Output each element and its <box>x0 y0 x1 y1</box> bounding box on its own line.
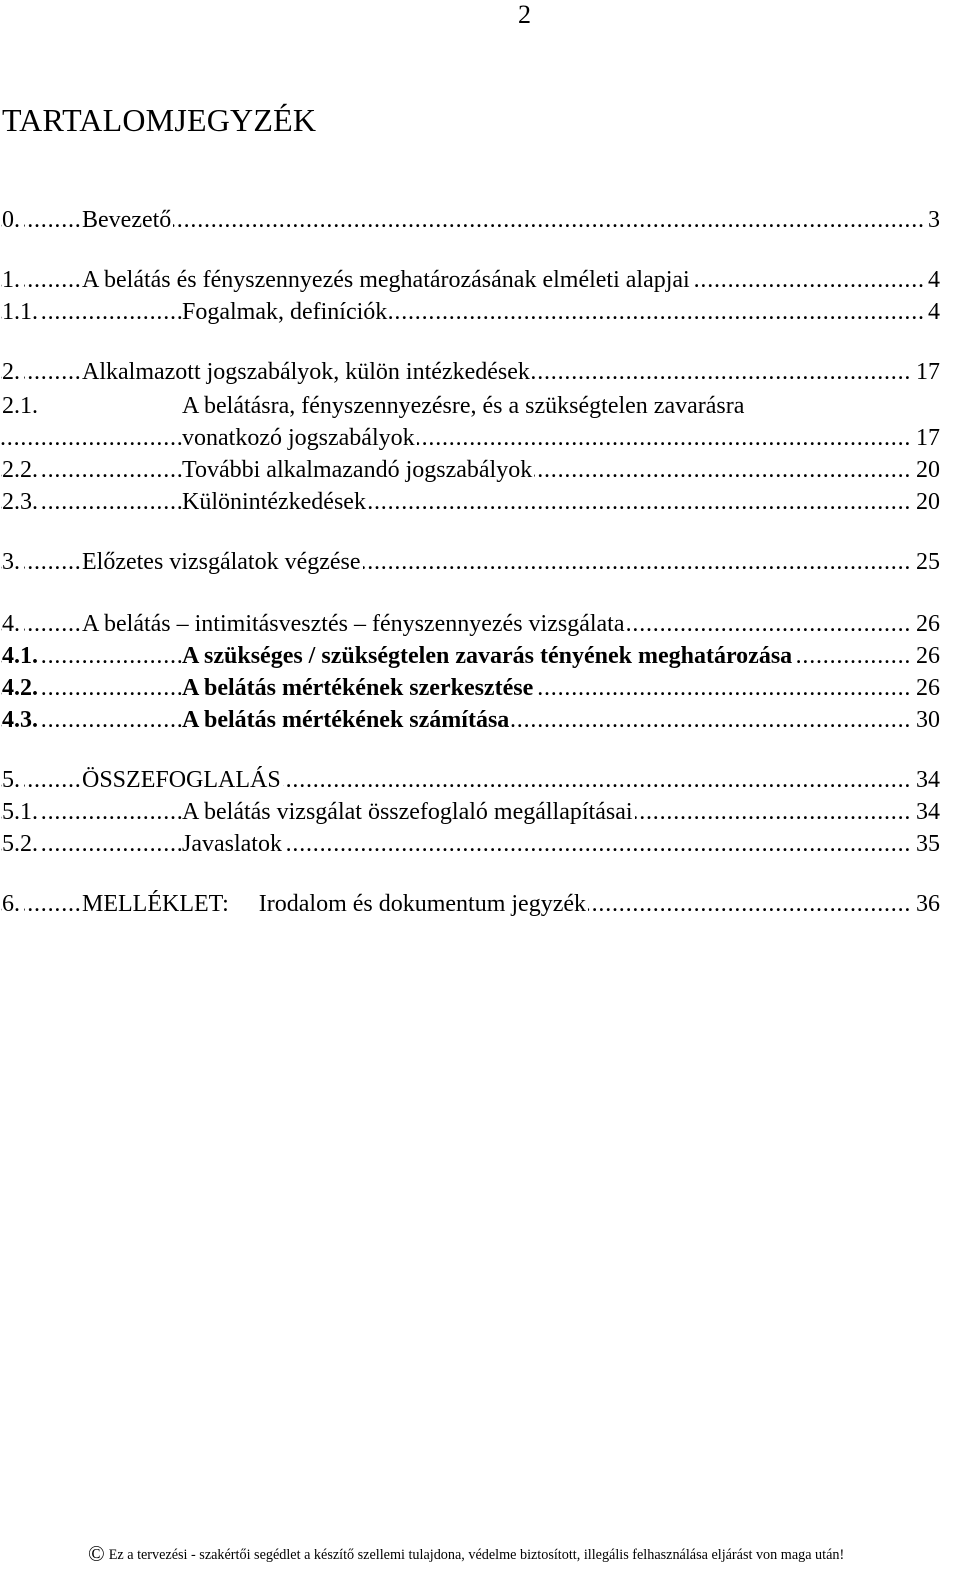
copyright-icon: © <box>88 1541 105 1566</box>
toc-entry-page: 34 <box>912 765 940 795</box>
toc-entry[interactable] <box>0 797 940 827</box>
toc-entry[interactable] <box>0 609 940 639</box>
toc-entry-page: 4 <box>924 297 940 327</box>
toc-entry[interactable] <box>0 889 940 919</box>
toc-entry-page: 36 <box>912 889 940 919</box>
toc-entry[interactable] <box>0 391 940 421</box>
toc-entry-title: A belátás és fényszennyezés meghatározásának elméleti alapjai <box>82 267 690 293</box>
toc-entry-title: ÖSSZEFOGLALÁS <box>82 767 281 793</box>
toc-entry-page: 30 <box>912 705 940 735</box>
toc-entry[interactable] <box>0 423 940 453</box>
dot-leader <box>0 297 940 327</box>
footer-notice <box>88 1541 958 1566</box>
toc-entry-page: 26 <box>912 673 940 703</box>
toc-entry-title: MELLÉKLET: Irodalom és dokumentum jegyzék <box>82 891 587 917</box>
toc-entry-title: Különintézkedések <box>182 489 366 515</box>
toc-entry-page: 17 <box>912 357 940 387</box>
toc-entry-page: 17 <box>912 423 940 453</box>
toc-entry-page: 26 <box>912 609 940 639</box>
toc-entry-page: 34 <box>912 797 940 827</box>
toc-entry-page: 3 <box>924 205 940 235</box>
toc-entry-page: 26 <box>912 641 940 671</box>
footer-text: Ez a tervezési - szakértői segédlet a készítő szellemi tulajdona, védelme biztosított, illegális felhasználása eljárást von maga után! <box>108 1547 845 1563</box>
toc-entry-page: 20 <box>912 455 940 485</box>
toc-entry-number: 4.2. <box>2 673 42 703</box>
toc-entry-title: Javaslatok <box>182 831 282 857</box>
toc-entry-page: 25 <box>912 547 940 577</box>
toc-entry-number: 2.1. <box>2 391 42 421</box>
dot-leader <box>0 829 940 859</box>
toc-entry-number: 0. <box>2 205 24 235</box>
toc-entry[interactable] <box>0 455 940 485</box>
toc-entry[interactable] <box>0 357 940 387</box>
toc-entry-number: 4. <box>2 609 24 639</box>
toc-entry[interactable] <box>0 765 940 795</box>
toc-entry-number: 6. <box>2 889 24 919</box>
toc-entry-title: A belátásra, fényszennyezésre, és a szükségtelen zavarásra <box>182 393 745 419</box>
toc-entry-title: További alkalmazandó jogszabályok <box>182 457 533 483</box>
toc-entry-title: A belátás vizsgálat összefoglaló megállapításai <box>182 799 633 825</box>
toc-entry-number: 2.2. <box>2 455 42 485</box>
toc-entry-page: 35 <box>912 829 940 859</box>
toc-entry[interactable] <box>0 205 940 235</box>
dot-leader <box>0 487 940 517</box>
toc-entry-number: 3. <box>2 547 24 577</box>
toc-entry[interactable] <box>0 641 940 671</box>
toc-entry[interactable] <box>0 673 940 703</box>
toc-entry[interactable] <box>0 547 940 577</box>
toc-entry-number: 2. <box>2 357 24 387</box>
toc-entry-number: 5.2. <box>2 829 42 859</box>
page-title: TARTALOMJEGYZÉK <box>2 102 317 138</box>
toc-entry-number: 1.1. <box>2 297 42 327</box>
toc-entry-title: A belátás mértékének szerkesztése <box>182 675 534 701</box>
toc-entry-title: Fogalmak, definíciók <box>182 299 388 325</box>
toc-entry-page: 20 <box>912 487 940 517</box>
toc-entry-number: 5. <box>2 765 24 795</box>
toc-entry-number: 1. <box>2 265 24 295</box>
toc-entry-title: vonatkozó jogszabályok <box>182 425 415 451</box>
toc-entry-number: 4.3. <box>2 705 42 735</box>
toc-entry[interactable] <box>0 297 940 327</box>
toc-entry-number: 5.1. <box>2 797 42 827</box>
toc-entry[interactable] <box>0 487 940 517</box>
toc-entry-number: 4.1. <box>2 641 42 671</box>
toc-entry-number: 2.3. <box>2 487 42 517</box>
toc-entry[interactable] <box>0 829 940 859</box>
toc-entry[interactable] <box>0 265 940 295</box>
toc-entry-title: A szükséges / szükségtelen zavarás tényének meghatározása <box>182 643 793 669</box>
toc-entry-title: Előzetes vizsgálatok végzése <box>82 549 361 575</box>
toc-entry-title: A belátás – intimitásvesztés – fényszennyezés vizsgálata <box>82 611 625 637</box>
toc-entry-page: 4 <box>924 265 940 295</box>
dot-leader <box>0 423 940 453</box>
toc-entry-title: Alkalmazott jogszabályok, külön intézkedések <box>82 359 530 385</box>
toc-entry-title: A belátás mértékének számítása <box>182 707 510 733</box>
page-number: 2 <box>518 0 531 29</box>
toc-entry-title: Bevezető <box>82 207 172 233</box>
toc-entry[interactable] <box>0 705 940 735</box>
